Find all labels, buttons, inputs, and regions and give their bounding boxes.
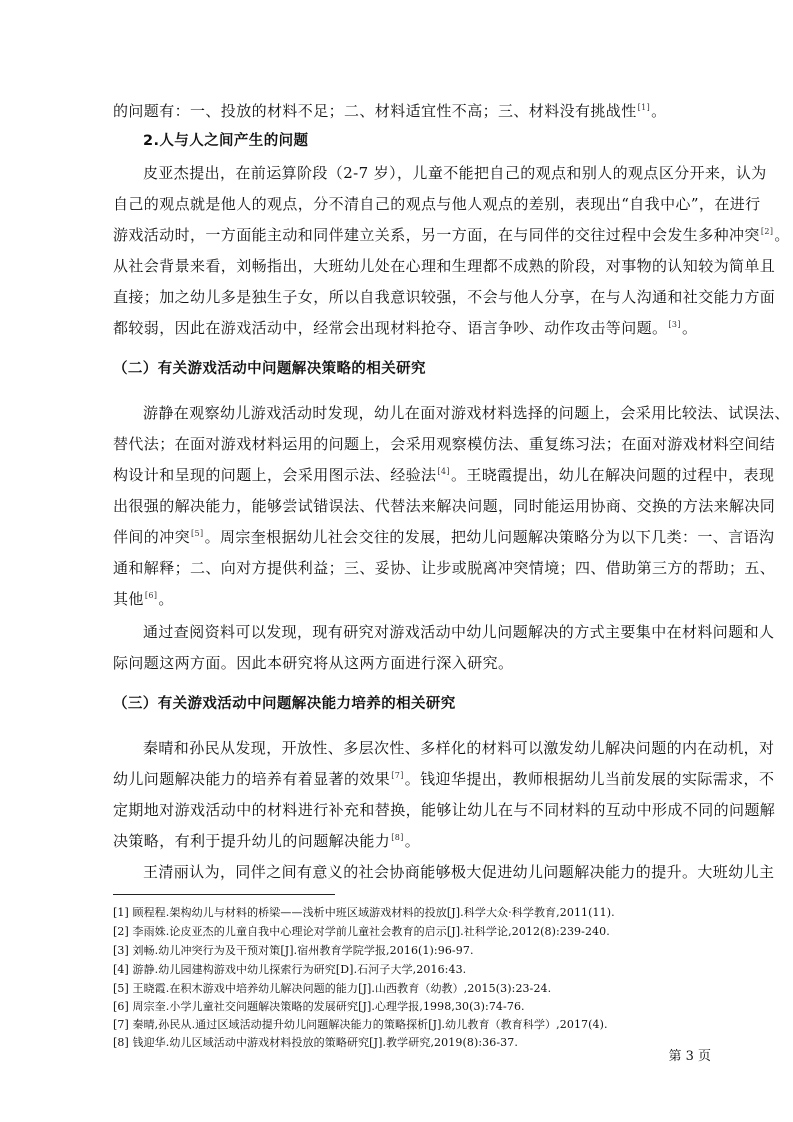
section-heading: （三）有关游戏活动中问题解决能力培养的相关研究 [113, 696, 456, 712]
citation-ref[interactable]: [2] [760, 227, 774, 236]
body-paragraph-line: 直接；加之幼儿多是独生子女，所以自我意识较强，不会与他人分享，在与人沟通和社交能力方面 [113, 288, 776, 306]
citation-ref[interactable]: [8] [391, 833, 404, 842]
body-paragraph-line: 都较弱，因此在游戏活动中，经常会出现材料抢夺、语言争吵、动作攻击等问题。[3]。 [113, 319, 698, 337]
body-paragraph-line: 通和解释；二、向对方提供利益；三、妥协、让步或脱离冲突情境；四、借助第三方的帮助；五、 [113, 559, 776, 577]
body-paragraph-line: 替代法；在面对游戏材料运用的问题上，会采用观察模仿法、重复练习法；在面对游戏材料空间结 [113, 435, 776, 453]
body-paragraph-line: 秦晴和孙民从发现，开放性、多层次性、多样化的材料可以激发幼儿解决问题的内在动机，对 [143, 739, 775, 757]
citation-ref[interactable]: [1] [637, 103, 651, 112]
footnote: [7] 秦晴,孙民从.通过区域活动提升幼儿问题解决能力的策略探析[J].幼儿教育（教育科学）,2017(4). [113, 1018, 608, 1031]
footnote: [2] 李雨姝.论皮亚杰的儿童自我中心理论对学前儿童社会教育的启示[J].社科学论,2012(8):239-240. [113, 925, 610, 938]
body-paragraph-line: 出很强的解决能力，能够尝试错误法、代替法来解决问题，同时能运用协商、交换的方法来解决同 [113, 497, 776, 515]
section-heading: （二）有关游戏活动中问题解决策略的相关研究 [113, 361, 426, 377]
body-paragraph-line: 际问题这两方面。因此本研究将从这两方面进行深入研究。 [113, 654, 514, 672]
subsection-heading: 2.人与人之间产生的问题 [143, 133, 309, 149]
body-paragraph-line: 自己的观点就是他人的观点，分不清自己的观点与他人观点的差别，表现出“自我中心”，在进行 [113, 195, 761, 213]
footnote: [6] 周宗奎.小学儿童社交问题解决策略的发展研究[J].心理学报,1998,30(3):74-76. [113, 1000, 525, 1013]
body-paragraph-line: 决策略，有利于提升幼儿的问题解决能力[8]。 [113, 832, 421, 850]
page-number: 第 3 页 [668, 1049, 711, 1064]
citation-ref[interactable]: [4] [437, 467, 450, 476]
body-paragraph-line: 皮亚杰提出，在前运算阶段（2-7 岁），儿童不能把自己的观点和别人的观点区分开来，认为 [143, 164, 767, 182]
body-paragraph-line: 通过查阅资料可以发现，现有研究对游戏活动中幼儿问题解决的方式主要集中在材料问题和人 [143, 623, 775, 641]
body-paragraph-line: 构设计和呈现的问题上，会采用图示法、经验法[4]。王晓霞提出，幼儿在解决问题的过程中，表现 [113, 466, 775, 484]
body-paragraph-line: 从社会背景来看，刘畅指出，大班幼儿处在心理和生理都不成熟的阶段，对事物的认知较为简单且 [113, 257, 776, 275]
body-paragraph-line: 游静在观察幼儿游戏活动时发现，幼儿在面对游戏材料选择的问题上，会采用比较法、试误法、 [143, 404, 790, 422]
footnote: [8] 钱迎华.幼儿区域活动中游戏材料投放的策略研究[J].教学研究,2019(8):36-37. [113, 1036, 518, 1049]
body-paragraph-line: 定期地对游戏活动中的材料进行补充和替换，能够让幼儿在与不同材料的互动中形成不同的问题解 [113, 801, 776, 819]
footnote: [4] 游静.幼儿园建构游戏中幼儿探索行为研究[D].石河子大学,2016:43. [113, 963, 467, 976]
footnote: [3] 刘畅.幼儿冲突行为及干预对策[J].宿州教育学院学报,2016(1):96-97. [113, 944, 474, 957]
body-paragraph-line: 游戏活动时，一方面能主动和同伴建立关系，另一方面，在与同伴的交往过程中会发生多种冲突[2]。 [113, 226, 790, 244]
citation-ref[interactable]: [5] [191, 529, 204, 538]
body-paragraph-line: 的问题有：一、投放的材料不足；二、材料适宜性不高；三、材料没有挑战性[1]。 [113, 102, 667, 120]
body-paragraph-line: 王清丽认为，同伴之间有意义的社会协商能够极大促进幼儿问题解决能力的提升。大班幼儿主 [143, 863, 775, 881]
body-paragraph-line: 幼儿问题解决能力的培养有着显著的效果[7]。钱迎华提出，教师根据幼儿当前发展的实际需求，不 [113, 770, 775, 788]
footnote: [1] 顾程程.架构幼儿与材料的桥梁——浅析中班区域游戏材料的投放[J].科学大众·科学教育,2011(11). [113, 906, 615, 919]
body-paragraph-line: 其他[6]。 [113, 590, 174, 608]
citation-ref[interactable]: [6] [144, 591, 158, 600]
footnote: [5] 王晓霞.在积木游戏中培养幼儿解决问题的能力[J].山西教育（幼教）,2015(3):23-24. [113, 982, 552, 995]
body-paragraph-line: 伴间的冲突[5]。周宗奎根据幼儿社会交往的发展，把幼儿问题解决策略分为以下几类：一、言语沟 [113, 528, 775, 546]
citation-ref[interactable]: [3] [668, 320, 681, 329]
citation-ref[interactable]: [7] [391, 771, 404, 780]
footnote-divider [113, 894, 335, 895]
